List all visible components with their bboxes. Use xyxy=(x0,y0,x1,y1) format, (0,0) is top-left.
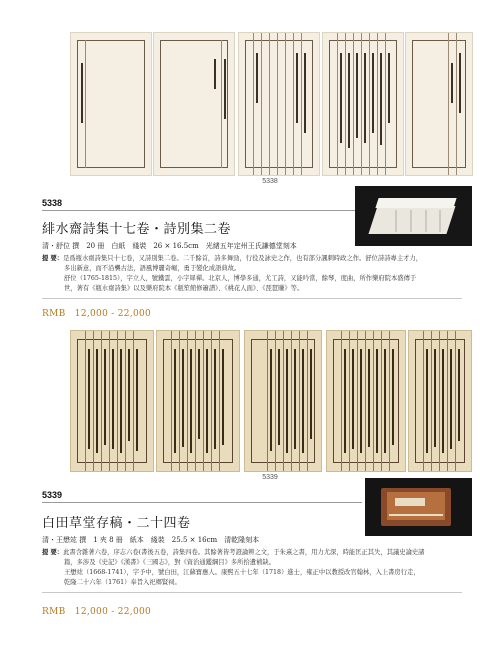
lot-5338-page-photo-2 xyxy=(153,32,235,176)
lot-5338-desc-line-3: 舒位（1765-1815），字立人，號鐵雲，小字犀禪。北京人，博學多通，尤工詩，又能吟當，餘琴，度曲，所作樂府院本盛傳于 xyxy=(64,275,417,282)
lot-5339-desc-line-3: 王懋竑（1668-1741），字予中，號白田，江蘇寶應人。康熙五十七年（1718）進士，雍正中以教授改官翰林，入上書房行走， xyxy=(64,569,420,576)
lot-5338-price-rule xyxy=(42,298,462,299)
lot-5338-meta: 清・舒位 撰 20 冊 白紙 綫裝 26 × 16.5cm 光緒五年定州王氏謙德堂刻本 xyxy=(42,242,297,250)
lot-5338-title: 緋水齋詩集十七卷・詩別集二卷 xyxy=(42,222,232,237)
lot-5339-desc-line-1: 此書含雜著六卷，序志六卷(書後五卷，詩集四卷。其餘著皆考證論辨之文，于朱熹之書，用力尤深，時能匡正其失，其議史論史諸 xyxy=(63,549,425,556)
lot-5339-page-photo-1 xyxy=(70,330,154,472)
lot-5339-page-photo-2 xyxy=(156,330,240,472)
lot-5338-desc-line-2: 多出新意，而不沿襲古法，語風博麗奇崛，勇于變化成語典故。 xyxy=(64,265,241,272)
lot-5339-divider xyxy=(42,502,362,503)
lot-5338-desc-line-1: 是爲瓶水齋詩集只十七卷，又詩別集二卷。二千餘首，詩多舞勁，行役及詠史之作，也有部分諷刺時政之作。舒位詩詩專主才力， xyxy=(63,255,423,262)
lot-5339-page-photo-3 xyxy=(244,330,322,472)
lot-5338-divider xyxy=(42,210,355,211)
lot-5339-price: RMB 12,000 - 22,000 xyxy=(42,607,152,617)
lot-5338-desc-label: 提 要： xyxy=(42,255,64,262)
lot-5339-caption: 5339 xyxy=(262,474,278,481)
lot-5339-description xyxy=(42,548,462,588)
lot-5339-page-photo-4 xyxy=(326,330,406,472)
lot-5338-boxset-photo xyxy=(355,186,472,246)
lot-5338-page-photo-4 xyxy=(322,32,404,176)
lot-5338-page-photo-3 xyxy=(238,32,320,176)
lot-5338-page-photo-1 xyxy=(70,32,152,176)
lot-5338-desc-line-4: 世，著有《瓶水齋詩集》以及樂府院本《瓶笙館修簫譜》、《桃花人面》、《琵琶賺》等。 xyxy=(64,285,304,292)
lot-5338-page-photo-5 xyxy=(405,32,473,176)
lot-5338-caption: 5338 xyxy=(262,178,278,185)
lot-5339-desc-label: 提 要： xyxy=(42,549,64,556)
lot-5338-description xyxy=(42,254,462,294)
lot-5339-price-rule xyxy=(42,592,462,593)
lot-5338-number: 5338 xyxy=(42,198,63,208)
lot-5339-meta: 清・王懋竑 撰 1 夾 8 冊 紙本 綫裝 25.5 × 16cm 清乾隆刻本 xyxy=(42,536,260,544)
lot-5339-title: 白田草堂存稿・二十四卷 xyxy=(42,516,191,531)
lot-5339-desc-line-2: 篇，多涉及《史記》《漢書》《三國志》，對《資治通鑑綱目》多所拾遺補缺。 xyxy=(64,559,275,566)
lot-5339-page-photo-5 xyxy=(408,330,472,472)
lot-5338-price: RMB 12,000 - 22,000 xyxy=(42,309,152,319)
lot-5339-bundle-photo xyxy=(365,478,472,536)
lot-5339-number: 5339 xyxy=(42,490,63,500)
lot-5339-desc-line-4: 乾隆二十六年（1761）奉旨入祀鄉賢祠。 xyxy=(64,579,181,586)
